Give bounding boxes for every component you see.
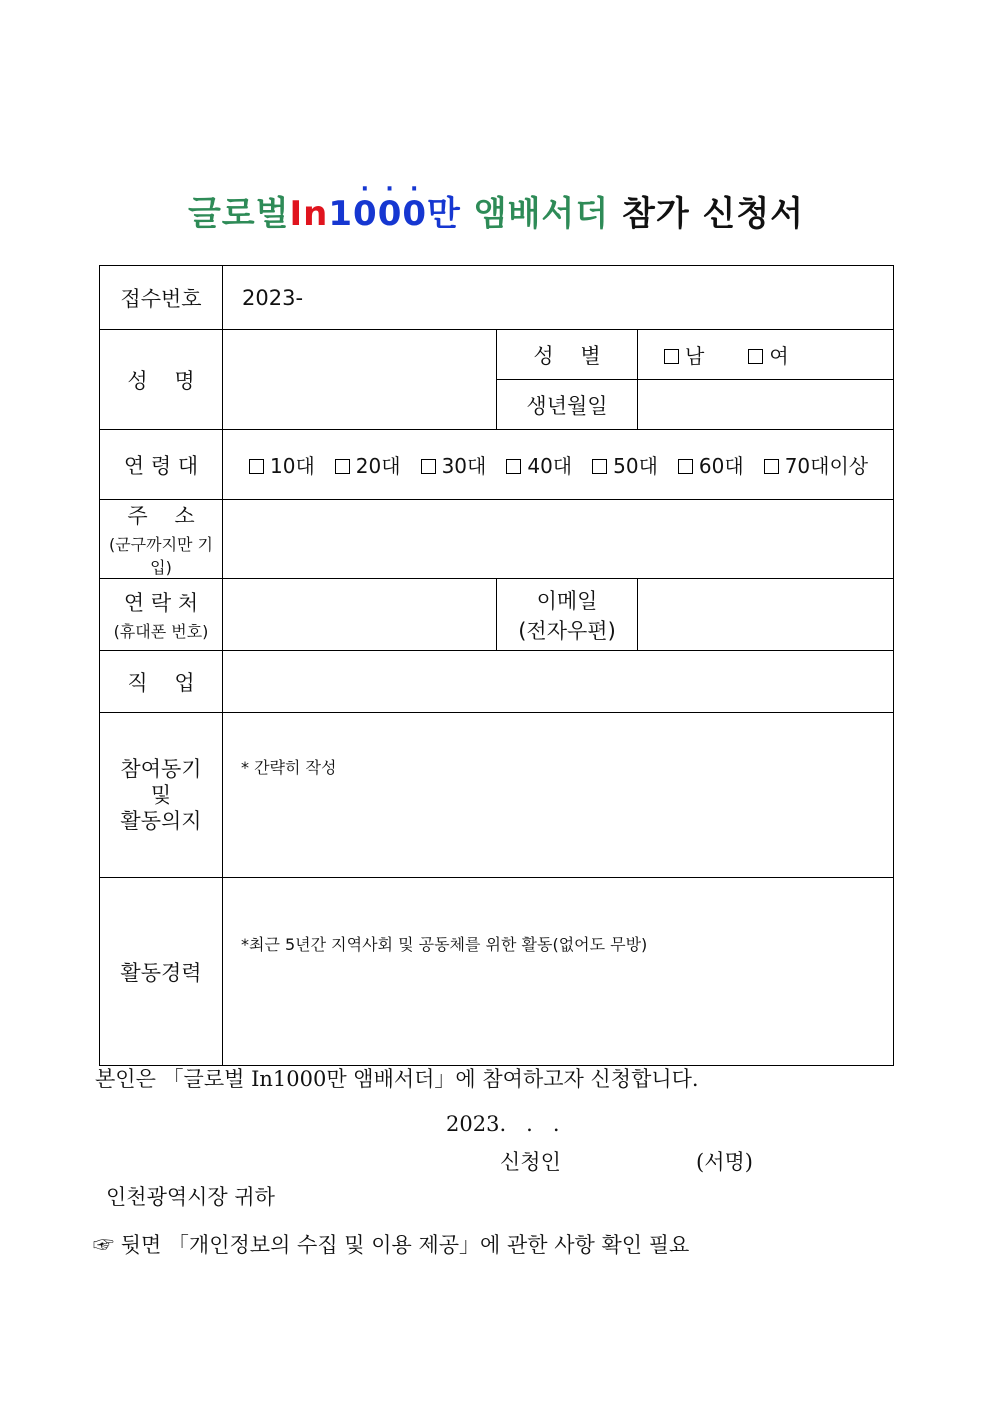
address-note: (군구까지만 기입) — [108, 535, 214, 577]
application-statement: 본인은 「글로벌 In1000만 앰배서더」에 참여하고자 신청합니다. — [95, 1067, 699, 1091]
email-label — [497, 579, 638, 651]
age-option-label: 40대 — [527, 454, 573, 478]
gender-label — [497, 330, 638, 380]
checkbox-icon[interactable] — [506, 459, 521, 474]
occupation-field[interactable] — [223, 651, 894, 713]
gender-option-male-label: 남 — [685, 344, 705, 368]
age-option-50s[interactable] — [592, 450, 658, 479]
age-option-60s[interactable] — [678, 450, 744, 479]
age-group-options — [223, 430, 894, 500]
email-note: (전자우편) — [518, 618, 616, 643]
age-option-20s[interactable] — [335, 450, 401, 479]
name-field[interactable] — [223, 330, 497, 430]
signature-label: (서명) — [696, 1150, 753, 1174]
title-part-0b: · 0 — [378, 194, 403, 234]
motivation-label-line1: 참여동기 — [120, 757, 202, 781]
age-option-30s[interactable] — [421, 450, 487, 479]
birthdate-field[interactable] — [638, 380, 894, 430]
title-part-0c: · 0 — [402, 194, 427, 234]
age-option-label: 60대 — [698, 454, 744, 478]
privacy-notice: ☞ 뒷면 「개인정보의 수집 및 이용 제공」에 관한 사항 확인 필요 — [93, 1233, 690, 1257]
name-label — [100, 330, 223, 430]
career-field[interactable] — [223, 878, 894, 1066]
title-part-man: 만 — [427, 194, 461, 234]
receipt-number-value[interactable]: 2023- — [223, 266, 894, 330]
gender-label-text: 성 별 — [533, 343, 601, 368]
age-group-label: 연 령 대 — [100, 430, 223, 500]
title-part-0a: · 0 — [353, 194, 378, 234]
title-part-global: 글로벌 — [187, 194, 290, 234]
age-option-label: 70대이상 — [784, 454, 869, 478]
contact-note: (휴대폰 번호) — [113, 622, 209, 641]
motivation-label-line2: 및 — [150, 783, 172, 807]
age-option-label: 50대 — [613, 454, 658, 478]
motivation-field[interactable] — [223, 713, 894, 878]
title-part-1: 1 — [328, 194, 354, 234]
application-form-table — [99, 265, 894, 1066]
age-option-10s[interactable] — [249, 450, 315, 479]
title-part-ambassador: 앰배서더 — [460, 194, 622, 234]
checkbox-icon[interactable] — [592, 459, 607, 474]
email-field[interactable] — [638, 579, 894, 651]
checkbox-icon[interactable] — [335, 459, 350, 474]
application-date: 2023. . . — [446, 1112, 560, 1136]
title-part-in: In — [289, 194, 329, 234]
motivation-label-line3: 활동의지 — [120, 809, 202, 833]
career-label: 활동경력 — [100, 878, 223, 1066]
checkbox-icon[interactable] — [664, 349, 679, 364]
age-option-label: 10대 — [270, 454, 315, 478]
address-label — [100, 500, 223, 579]
career-hint: *최근 5년간 지역사회 및 공동체를 위한 활동(없어도 무방) — [241, 935, 648, 954]
age-option-40s[interactable] — [506, 450, 572, 479]
applicant-label: 신청인 — [500, 1150, 561, 1174]
gender-option-male[interactable] — [664, 340, 704, 369]
contact-label — [100, 579, 223, 651]
checkbox-icon[interactable] — [764, 459, 779, 474]
gender-option-female[interactable] — [748, 340, 788, 369]
contact-label-text: 연 락 처 — [123, 591, 199, 615]
motivation-label — [100, 713, 223, 878]
checkbox-icon[interactable] — [748, 349, 763, 364]
address-label-text: 주 소 — [127, 504, 195, 528]
age-option-70plus[interactable] — [764, 450, 868, 479]
checkbox-icon[interactable] — [678, 459, 693, 474]
occupation-label-text: 직 업 — [127, 670, 195, 695]
recipient: 인천광역시장 귀하 — [106, 1185, 275, 1209]
name-label-text: 성 명 — [127, 368, 195, 393]
birthdate-label: 생년월일 — [497, 380, 638, 430]
age-option-label: 30대 — [441, 454, 487, 478]
gender-option-female-label: 여 — [769, 344, 789, 368]
occupation-label — [100, 651, 223, 713]
page-title — [0, 186, 992, 235]
address-field[interactable] — [223, 500, 894, 579]
title-part-application: 참가 신청서 — [621, 194, 805, 234]
email-label-text: 이메일 — [536, 588, 598, 613]
checkbox-icon[interactable] — [249, 459, 264, 474]
motivation-hint: * 간략히 작성 — [241, 758, 337, 777]
checkbox-icon[interactable] — [421, 459, 436, 474]
receipt-number-label: 접수번호 — [100, 266, 223, 330]
gender-options — [638, 330, 894, 380]
contact-field[interactable] — [223, 579, 497, 651]
age-option-label: 20대 — [355, 454, 401, 478]
